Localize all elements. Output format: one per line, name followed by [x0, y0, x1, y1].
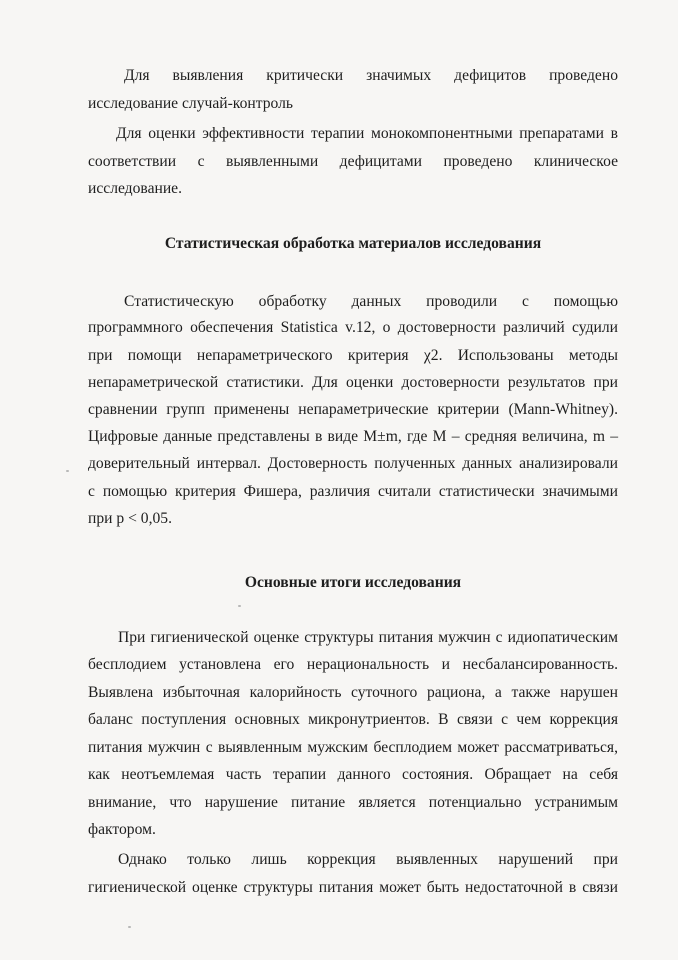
- text-line: фактором.: [88, 821, 156, 838]
- text-line: соответствии с выявленными дефицитами проведено клиническое: [88, 153, 618, 170]
- section-heading: Статистическая обработка материалов исследования: [164, 235, 542, 252]
- text-line: с помощью критерия Фишера, различия считали статистически значимыми: [88, 483, 618, 500]
- text-line: Выявлена избыточная калорийность суточного рациона, а также нарушен: [88, 684, 618, 701]
- scan-speck: [238, 605, 241, 607]
- text-line: как неотъемлемая часть терапии данного состояния. Обращает на себя: [88, 766, 618, 783]
- text-line: при p < 0,05.: [88, 510, 172, 527]
- text-line: Цифровые данные представлены в виде M±m, где M – средняя величина, m –: [88, 428, 618, 445]
- text-line: сравнении групп применены непараметрические критерии (Mann-Whitney).: [88, 401, 618, 418]
- text-line: Статистическую обработку данных проводили с помощью: [124, 293, 618, 310]
- text-line: Однако только лишь коррекция выявленных нарушений при: [118, 851, 618, 868]
- text-line: бесплодием установлена его нерациональность и несбалансированность.: [88, 656, 618, 673]
- text-line: непараметрической статистики. Для оценки достоверности результатов при: [88, 374, 618, 391]
- text-line: исследование.: [88, 180, 183, 197]
- text-line: питания мужчин с выявленным мужским бесплодием может рассматриваться,: [88, 739, 618, 756]
- text-line: баланс поступления основных микронутриентов. В связи с чем коррекция: [88, 711, 618, 728]
- text-line: Для оценки эффективности терапии монокомпонентными препаратами в: [116, 125, 618, 142]
- text-line: При гигиенической оценке структуры питания мужчин с идиопатическим: [118, 629, 618, 646]
- section-heading: Основные итоги исследования: [244, 574, 462, 591]
- text-line: программного обеспечения Statistica v.12, о достоверности различий судили: [88, 319, 618, 336]
- text-line: внимание, что нарушение питание является потенциально устранимым: [88, 794, 618, 811]
- text-line: исследование случай-контроль: [88, 95, 294, 112]
- text-line: гигиенической оценке структуры питания может быть недостаточной в связи: [88, 879, 618, 896]
- text-line: доверительный интервал. Достоверность полученных данных анализировали: [88, 455, 618, 472]
- text-line: Для выявления критически значимых дефицитов проведено: [124, 67, 618, 84]
- scan-speck: [128, 926, 131, 928]
- scan-speck: [66, 470, 69, 472]
- text-line: при помощи непараметрического критерия χ2. Использованы методы: [88, 347, 618, 364]
